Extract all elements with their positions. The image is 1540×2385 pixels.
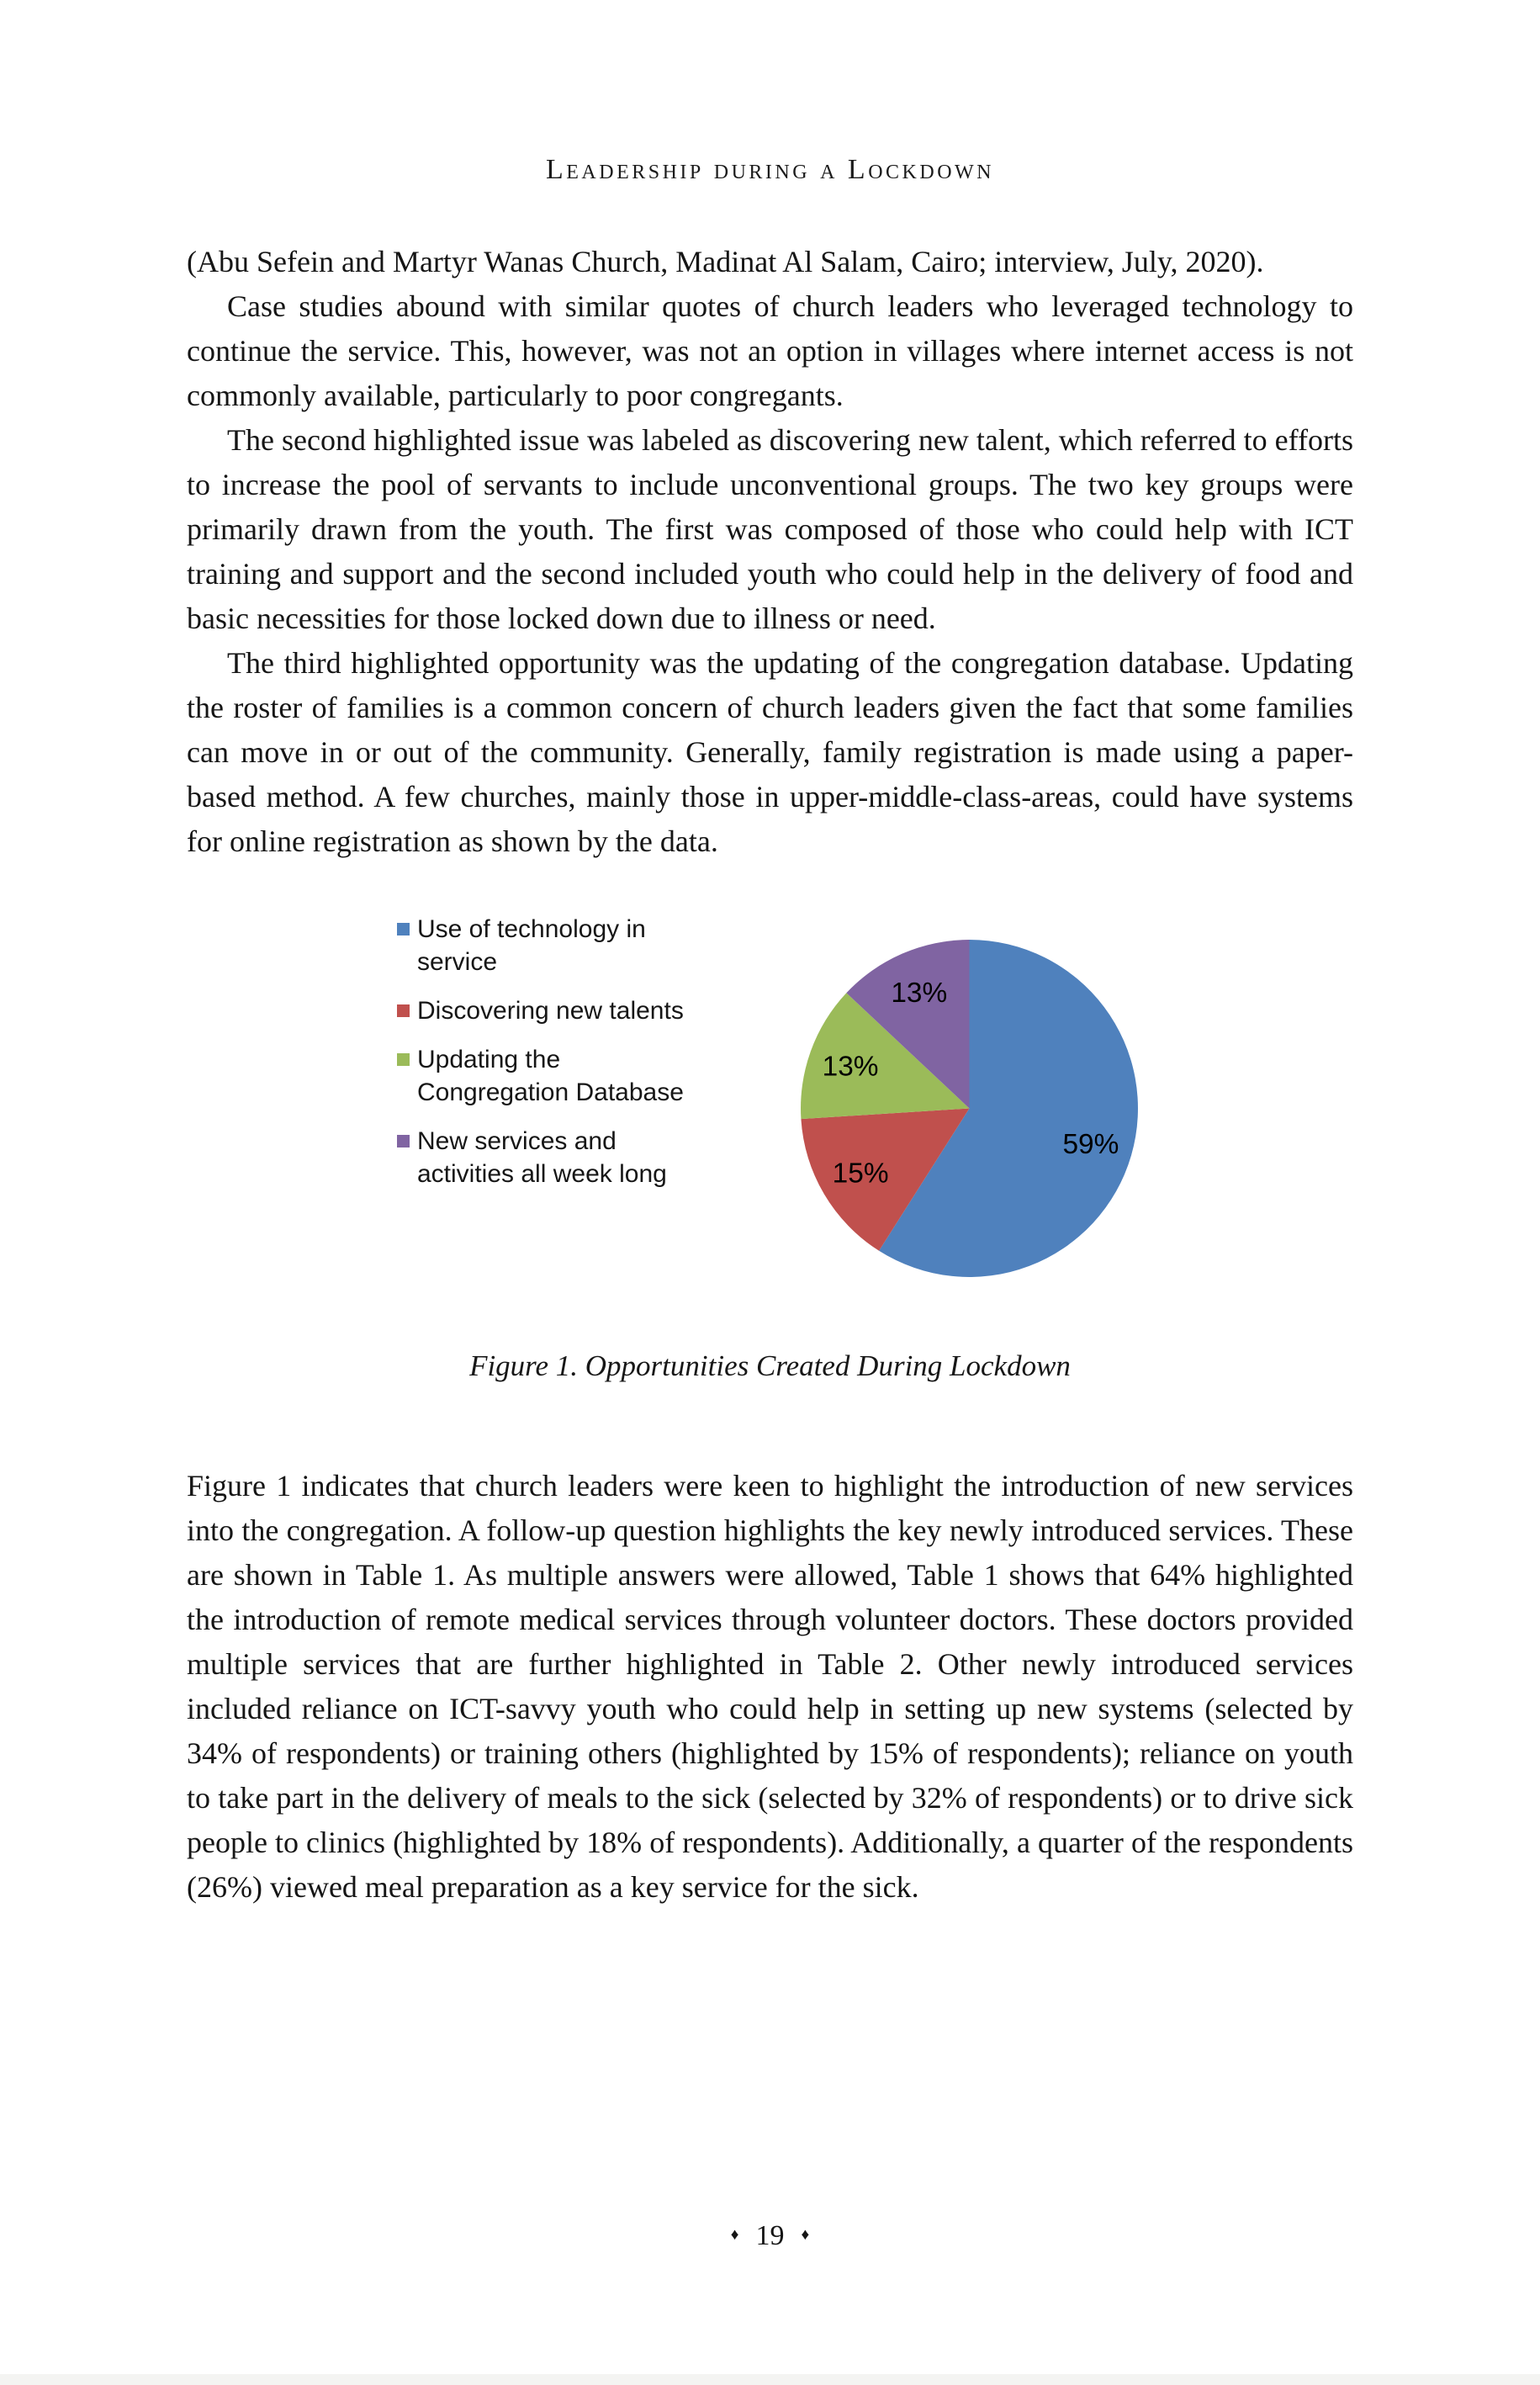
page-bottom-edge <box>0 2374 1540 2385</box>
legend-swatch-green-icon <box>397 1053 410 1066</box>
running-head: Leadership during a Lockdown <box>545 154 995 185</box>
page-number: 19 <box>755 2220 785 2251</box>
legend-item <box>397 1043 687 1109</box>
legend-item <box>397 913 687 978</box>
page-footer <box>0 2220 1540 2252</box>
body-text-after-figure <box>187 1464 1353 1910</box>
paragraph-case-studies: Case studies abound with similar quotes of church leaders who leveraged technology to continue the service. This, however, was not an option in villages where internet access is not commonly available, particularly to poor congregants. <box>187 289 1353 412</box>
pie-chart <box>799 938 1140 1279</box>
paragraph-figure-discussion: Figure 1 indicates that church leaders were keen to highlight the introduction of new services into the congregation. A follow-up question highlights the key newly introduced services. These are shown in Table 1. As multiple answers were allowed, Table 1 shows that 64% highlighted the introduction of remote medical services through volunteer doctors. These doctors provided multiple services that are further highlighted in Table 2. Other newly introduced services included reliance on ICT-savvy youth who could help in setting up new systems (selected by 34% of respondents) or training others (highlighted by 15% of respondents); reliance on youth to take part in the delivery of meals to the sick (selected by 32% of respondents) or to drive sick people to clinics (highlighted by 18% of respondents). Additionally, a quarter of the respondents (26%) viewed meal preparation as a key service for the sick. <box>187 1469 1353 1904</box>
pie-slice-percent-label: 13% <box>822 1051 879 1083</box>
legend-label: Updating the Congregation Database <box>417 1046 684 1106</box>
legend-swatch-purple-icon <box>397 1135 410 1147</box>
legend-swatch-blue-icon <box>397 923 410 935</box>
legend-label: Use of technology in service <box>417 915 646 976</box>
pie-slice-percent-label: 13% <box>891 978 948 1010</box>
figure-caption: Figure 1. Opportunities Created During Lockdown <box>469 1349 1071 1382</box>
paragraph-third-opportunity: The third highlighted opportunity was the updating of the congregation database. Updating the roster of families is a common concern of church leaders given the fact that some families can move in or out of the community. Generally, family registration is made using a paper-based method. A few churches, mainly those in upper-middle-class-areas, could have systems for online registration as shown by the data. <box>187 646 1353 858</box>
legend-item <box>397 1125 687 1190</box>
pie-chart-svg <box>799 938 1140 1279</box>
body-text <box>187 240 1353 864</box>
paragraph-citation: (Abu Sefein and Martyr Wanas Church, Madinat Al Salam, Cairo; interview, July, 2020). <box>187 245 1264 278</box>
footer-ornament-right-icon: ♦ <box>801 2226 810 2244</box>
legend-swatch-red-icon <box>397 1004 410 1017</box>
chart-legend <box>397 913 687 1206</box>
footer-ornament-left-icon: ♦ <box>730 2226 739 2244</box>
legend-label: Discovering new talents <box>417 997 684 1025</box>
figure-1 <box>187 896 1353 1321</box>
pie-slice-percent-label: 15% <box>832 1158 889 1190</box>
pie-slice-percent-label: 59% <box>1062 1129 1119 1161</box>
legend-label: New services and activities all week long <box>417 1127 667 1188</box>
legend-item <box>397 994 687 1027</box>
paragraph-second-issue: The second highlighted issue was labeled as discovering new talent, which referred to efforts to increase the pool of servants to include unconventional groups. The two key groups were primarily drawn from the youth. The first was composed of those who could help with ICT training and support and the second included youth who could help in the delivery of food and basic necessities for those locked down due to illness or need. <box>187 423 1353 635</box>
